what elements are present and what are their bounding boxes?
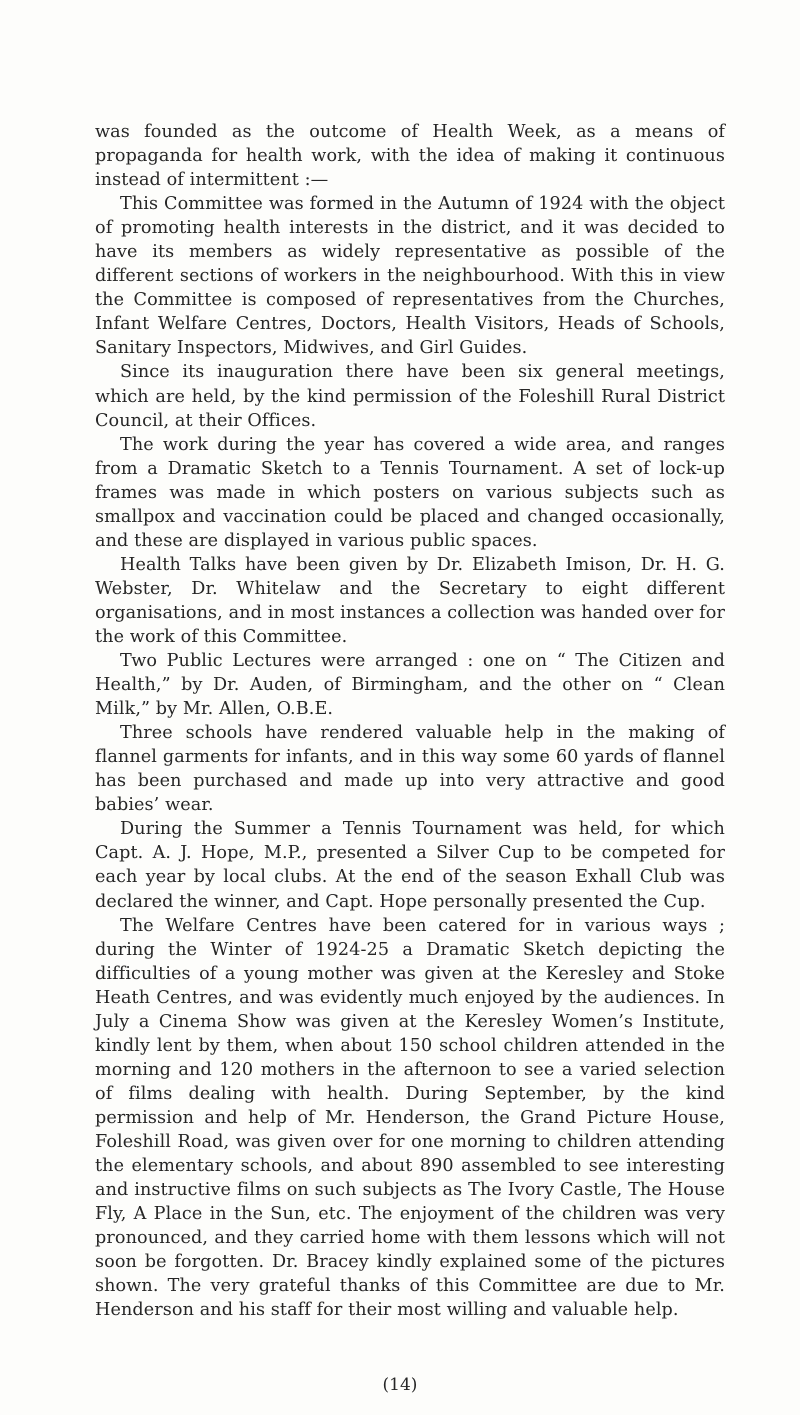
paragraph-committee-formation: This Committee was formed in the Autumn of 1924 with the object of promoting health interests in the district, and it was decided to have its members as widely representative as possible of the different sections of workers in the neighbourhood. With this in view the Committee is composed of representatives from the Churches, Infant Welfare Centres, Doctors, Health Visitors, Heads of Schools, Sanitary Inspectors, Midwives, and Girl Guides.	[95, 194, 725, 359]
paragraph-health-talks: Health Talks have been given by Dr. Elizabeth Imison, Dr. H. G. Webster, Dr. Whitelaw and the Secretary to eight different organisations, and in most instances a collection was handed over for the work of this Committee.	[95, 554, 725, 647]
page-number: (14)	[382, 1375, 418, 1395]
paragraph-meetings: Since its inauguration there have been six general meetings, which are held, by the kind permission of the Foleshill Rural District Council, at their Offices.	[95, 362, 725, 431]
paragraph-welfare-centres: The Welfare Centres have been catered for in various ways ; during the Winter of 1924-25 a Dramatic Sketch depicting the difficulties of a young mother was given at the Keresley and Stoke Heath Centres, and was evidently much enjoyed by the audiences. In July a Cinema Show was given at the Keresley Women’s Institute, kindly lent by them, when about 150 school children attended in the morning and 120 mothers in the afternoon to see a varied selection of films dealing with health. During September, by the kind permission and help of Mr. Henderson, the Grand Picture House, Foleshill Road, was given over for one morning to children attending the elementary schools, and about 890 assembled to see interesting and instructive films on such subjects as The Ivory Castle, The House Fly, A Place in the Sun, etc. The enjoyment of the children was very pronounced, and they carried home with them lessons which will not soon be forgotten. Dr. Bracey kindly explained some of the pictures shown. The very grateful thanks of this Committee are due to Mr. Henderson and his staff for their most willing and valuable help.	[95, 915, 725, 1321]
paragraph-public-lectures: Two Public Lectures were arranged : one on “ The Citizen and Health,” by Dr. Auden, of Birmingham, and the other on “ Clean Milk,” by Mr. Allen, O.B.E.	[95, 651, 725, 720]
paragraph-work-overview: The work during the year has covered a wide area, and ranges from a Dramatic Sketch to a Tennis Tournament. A set of lock-up frames was made in which posters on various subjects such as smallpox and vaccination could be placed and changed occasionally, and these are displayed in various public spaces.	[95, 434, 725, 551]
paragraph-tennis-tournament: During the Summer a Tennis Tournament was held, for which Capt. A. J. Hope, M.P., presented a Silver Cup to be competed for each year by local clubs. At the end of the season Exhall Club was declared the winner, and Capt. Hope personally presented the Cup.	[95, 819, 725, 912]
body-text	[95, 120, 725, 1322]
paragraph-flannel-garments: Three schools have rendered valuable help in the making of flannel garments for infants, and in this way some 60 yards of flannel has been purchased and made up into very attractive and good babies’ wear.	[95, 723, 725, 816]
paragraph-continuation: was founded as the outcome of Health Week, as a means of propaganda for health work, with the idea of making it continuous instead of intermittent :—	[95, 122, 725, 191]
